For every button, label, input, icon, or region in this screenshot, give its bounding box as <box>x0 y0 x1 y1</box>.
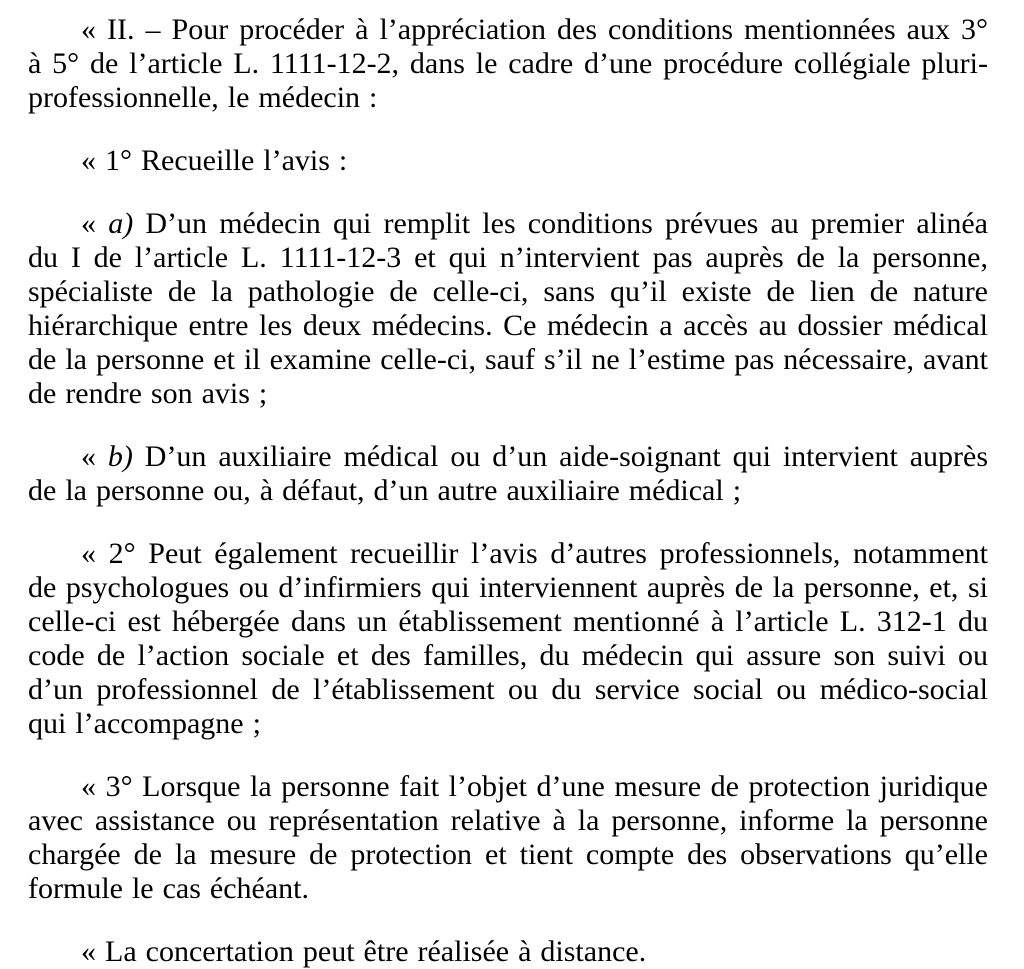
text-segment: « 3° Lorsque la personne fait l’objet d’une mesure de protection juridique avec assistance ou représentation relative à la personne, informe la personne chargée de la mesure de protection et tient compte des observations qu’elle formule le cas échéant. <box>28 770 988 905</box>
paragraph-1 <box>28 144 988 178</box>
text-segment: « 1° Recueille l’avis : <box>81 144 348 177</box>
paragraph-II <box>28 13 988 115</box>
paragraph-a <box>28 207 988 411</box>
text-segment: « II. – Pour procéder à l’appréciation des conditions mentionnées aux 3° à 5° de l’article L. 1111-12-2, dans le cadre d’une procédure collégiale pluri-professionnelle, le médecin : <box>28 13 988 114</box>
paragraph-3 <box>28 770 988 906</box>
paragraph-2 <box>28 537 988 741</box>
document-body <box>28 13 988 969</box>
text-segment: « <box>81 440 108 473</box>
paragraph-b <box>28 440 988 508</box>
text-segment: « La concertation peut être réalisée à distance. <box>81 935 647 968</box>
text-segment: D’un auxiliaire médical ou d’un aide-soignant qui intervient auprès de la personne ou, à défaut, d’un autre auxiliaire médical ; <box>28 440 988 507</box>
paragraph-concertation <box>28 935 988 969</box>
text-segment: D’un médecin qui remplit les conditions prévues au premier alinéa du I de l’article L. 1111-12-3 et qui n’intervient pas auprès de la personne, spécialiste de la pathologie de celle-ci, sans qu’il existe de lien de nature hiérarchique entre les deux médecins. Ce médecin a accès au dossier médical de la personne et il examine celle-ci, sauf s’il ne l’estime pas nécessaire, avant de rendre son avis ; <box>28 207 989 410</box>
text-segment: « <box>81 207 109 240</box>
text-segment: « 2° Peut également recueillir l’avis d’autres professionnels, notamment de psychologues ou d’infirmiers qui interviennent auprès de la personne, et, si celle-ci est hébergée dans un établissement mentionné à l’article L. 312-1 du code de l’action sociale et des familles, du médecin qui assure son suivi ou d’un professionnel de l’établissement ou du service social ou médico-social qui l’accompagne ; <box>28 537 988 740</box>
italic-text-segment: a) <box>108 207 134 240</box>
italic-text-segment: b) <box>107 440 133 473</box>
